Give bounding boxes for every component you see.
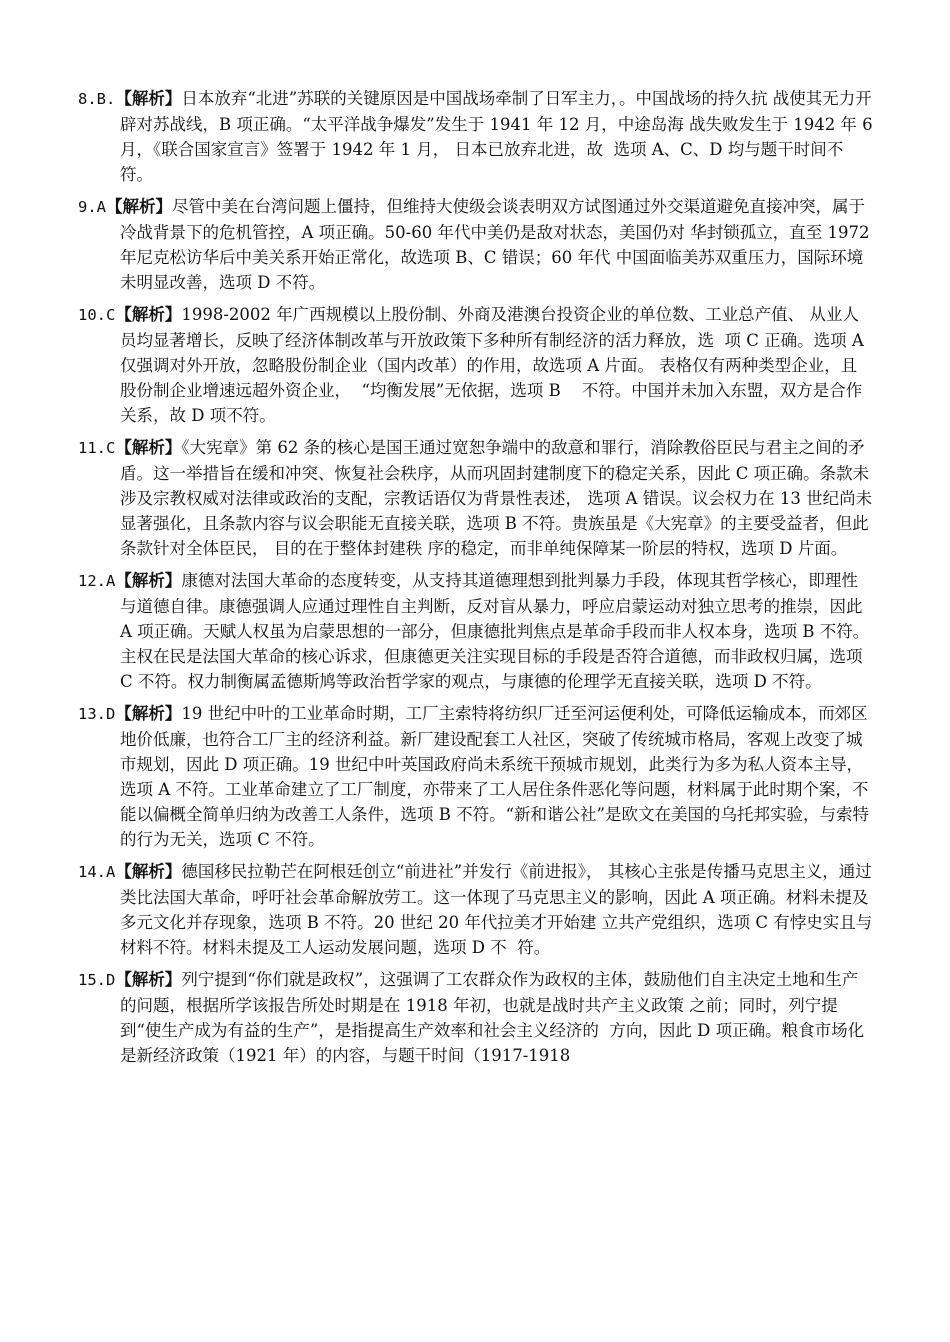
- answer-item-14: [78, 859, 873, 960]
- answer-explanation-list: [78, 86, 878, 1075]
- item-number: 15.: [78, 971, 106, 989]
- answer-item-12: [78, 568, 873, 694]
- item-number: 12.: [78, 572, 106, 590]
- item-text: 《大宪章》第 62 条的核心是国王通过宽恕争端中的敌意和罪行，消除教俗臣民与君主之间的矛盾。这一举措旨在缓和冲突、恢复社会秩序，从而巩固封建制度下的稳定关系，因此 C 项正确。条款未涉及宗教权威对法律或政治的支配，宗教话语仅为背景性表述， 选项 A 错误。议会权力在 13 世纪尚未显著强化，且条款内容与议会职能无直接关联，选项 B 不符。贵族虽是《大宪章》的主要受益者，但此条款针对全体臣民， 目的在于整体封建秩 序的稳定，而非单纯保障某一阶层的特权，选项 D 片面。: [120, 438, 873, 558]
- item-number: 13.: [78, 705, 106, 723]
- item-number: 8.: [78, 90, 97, 108]
- analysis-tag: 【解析】: [115, 862, 182, 881]
- answer-item-10: [78, 302, 873, 428]
- item-text: 尽管中美在台湾问题上僵持，但维持大使级会谈表明双方试图通过外交渠道避免直接冲突，属于冷战背景下的危机管控，A 项正确。50-60 年代中美仍是敌对状态，美国仍对 华封锁孤立，直至 1972 年尼克松访华后中美关系开始正常化，故选项 B、C 错误；60 年代 中国面临美苏双重压力，国际环境未明显改善，选项 D 不符。: [120, 197, 875, 292]
- analysis-tag: 【解析】: [115, 305, 182, 324]
- answer-item-8: [78, 86, 878, 187]
- analysis-tag: 【解析】: [115, 970, 182, 989]
- answer-item-11: [78, 435, 873, 561]
- item-answer: D: [106, 705, 116, 723]
- item-answer: A: [106, 863, 116, 881]
- analysis-tag: 【解析】: [115, 438, 182, 457]
- answer-item-13: [78, 701, 873, 852]
- item-text: 康德对法国大革命的态度转变，从支持其道德理想到批判暴力手段，体现其哲学核心，即理性与道德自律。康德强调人应通过理性自主判断，反对盲从暴力，呼应启蒙运动对独立思考的推崇，因此 A 项正确。天赋人权虽为启蒙思想的一部分，但康德批判焦点是革命手段而非人权本身，选项 B 不符。主权在民是法国大革命的核心诉求，但康德更关注实现目标的手段是否符合道德，而非政权归属，选项 C 不符。权力制衡属孟德斯鸠等政治哲学家的观点，与康德的伦理学无直接关联，选项 D 不符。: [120, 571, 870, 691]
- item-answer: C: [106, 306, 116, 324]
- item-number: 9.: [78, 198, 97, 216]
- analysis-tag: 【解析】: [115, 571, 182, 590]
- item-number: 10.: [78, 306, 106, 324]
- analysis-tag: 【解析】: [115, 704, 182, 723]
- item-text: 列宁提到“你们就是政权”，这强调了工农群众作为政权的主体，鼓励他们自主决定土地和生产的问题，根据所学该报告所处时期是在 1918 年初，也就是战时共产主义政策 之前；同时，列宁提到“使生产成为有益的生产”，是指提高生产效率和社会主义经济的 方向，因此 D 项正确。粮食市场化是新经济政策（1921 年）的内容，与题干时间（1917-1918: [120, 970, 865, 1065]
- item-number: 14.: [78, 863, 106, 881]
- answer-item-9: [78, 194, 873, 295]
- answer-item-15: [78, 967, 873, 1068]
- analysis-tag: 【解析】: [115, 89, 182, 108]
- item-text: 德国移民拉勒芒在阿根廷创立“前进社”并发行《前进报》， 其核心主张是传播马克思主义，通过类比法国大革命，呼吁社会革命解放劳工。这一体现了马克思主义的影响，因此 A 项正确。材料未提及多元文化并存现象，选项 B 不符。20 世纪 20 年代拉美才开始建 立共产党组织，选项 C 有悖史实且与材料不符。材料未提及工人运动发展问题，选项 D 不 符。: [120, 862, 873, 957]
- item-answer: B.: [96, 90, 116, 108]
- analysis-tag: 【解析】: [106, 197, 173, 216]
- item-answer: A: [96, 198, 107, 216]
- item-number: 11.: [78, 439, 106, 457]
- item-answer: D: [106, 971, 116, 989]
- item-text: 1998-2002 年广西规模以上股份制、外商及港澳台投资企业的单位数、工业总产值、 从业人员均显著增长，反映了经济体制改革与开放政策下多种所有制经济的活力释放，选 项 C 正确。选项 A 仅强调对外开放，忽略股份制企业（国内改革）的作用，故选项 A 片面。 表格仅有两种类型企业，且股份制企业增速远超外资企业， “均衡发展”无依据，选项 B 不符。中国并未加入东盟，双方是合作关系，故 D 项不符。: [120, 305, 870, 425]
- item-text: 日本放弃“北进”苏联的关键原因是中国战场牵制了日军主力，。中国战场的持久抗 战使其无力开辟对苏战线，B 项正确。“太平洋战争爆发”发生于 1941 年 12 月，中途岛海 战失败发生于 1942 年 6 月，《联合国家宣言》签署于 1942 年 1 月， 日本已放弃北进，故 选项 A、C、D 均与题干时间不符。: [120, 89, 878, 184]
- item-answer: A: [106, 572, 116, 590]
- item-text: 19 世纪中叶的工业革命时期，工厂主索特将纺织厂迁至河运便利处，可降低运输成本，而郊区地价低廉，也符合工厂主的经济利益。新厂建设配套工人社区，突破了传统城市格局，客观上改变了城市规划，因此 D 项正确。19 世纪中叶英国政府尚未系统干预城市规划，此类行为多为私人资本主导，选项 A 不符。工业革命建立了工厂制度，亦带来了工人居住条件恶化等问题，材料属于此时期个案，不能以偏概全简单归纳为改善工人条件，选项 B 不符。“新和谐公社”是欧文在美国的乌托邦实验，与索特的行为无关，选项 C 不符。: [120, 704, 869, 849]
- item-answer: C: [106, 439, 116, 457]
